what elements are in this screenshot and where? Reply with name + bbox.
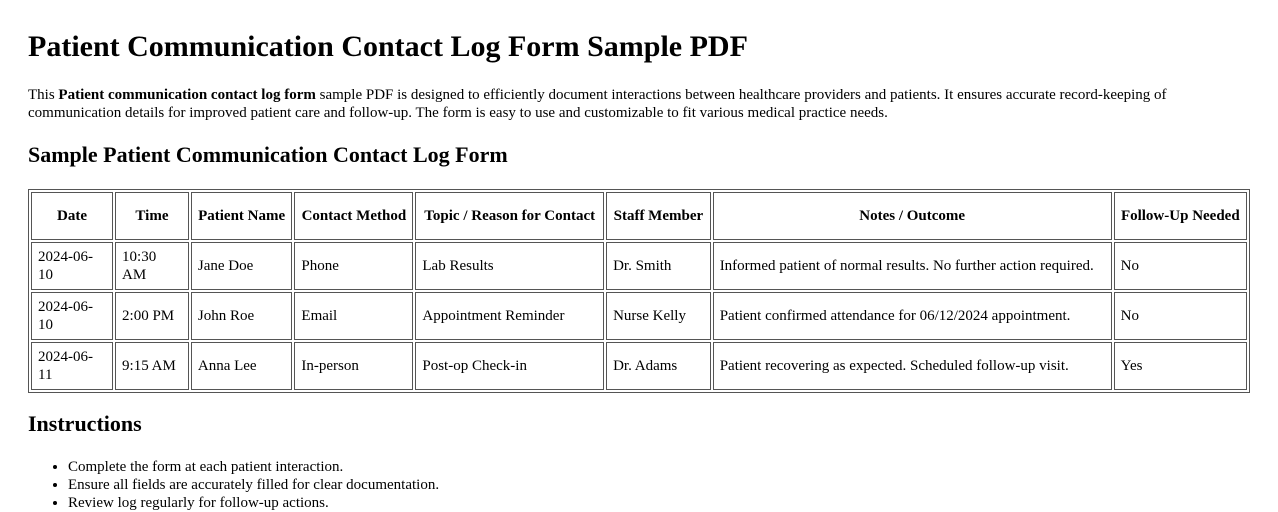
list-item: • Review log regularly for follow-up actions. [68, 494, 439, 512]
cell-follow-up: Yes [1114, 342, 1247, 390]
cell-notes: Patient confirmed attendance for 06/12/2024 appointment. [713, 292, 1112, 340]
instructions-heading: Instructions [28, 411, 142, 436]
cell-contact-method: In-person [294, 342, 413, 390]
table-header-row [31, 192, 1247, 240]
header-topic: Topic / Reason for Contact [415, 192, 604, 240]
intro-suffix: sample PDF is designed to efficiently document interactions between healthcare providers and patients. It ensures accurate record-keeping of communication details for improved patient care and follow-up. The form is easy to use and customizable to fit various medical practice needs. [28, 87, 1167, 121]
cell-contact-method: Email [294, 292, 413, 340]
table-row [31, 292, 1247, 340]
cell-patient-name: John Roe [191, 292, 293, 340]
cell-contact-method: Phone [294, 242, 413, 290]
cell-time: 10:30 AM [115, 242, 189, 290]
intro-prefix: This [28, 87, 59, 103]
cell-date: 2024-06-11 [31, 342, 113, 390]
list-item: • Complete the form at each patient interaction. [68, 458, 439, 476]
contact-log-table [28, 189, 1250, 393]
header-notes: Notes / Outcome [713, 192, 1112, 240]
cell-follow-up: No [1114, 242, 1247, 290]
table-row [31, 242, 1247, 290]
instructions-list [28, 458, 439, 512]
table-row [31, 342, 1247, 390]
cell-follow-up: No [1114, 292, 1247, 340]
cell-notes: Patient recovering as expected. Scheduled follow-up visit. [713, 342, 1112, 390]
header-follow-up: Follow-Up Needed [1114, 192, 1247, 240]
header-time: Time [115, 192, 189, 240]
cell-time: 9:15 AM [115, 342, 189, 390]
header-patient-name: Patient Name [191, 192, 293, 240]
cell-staff-member: Dr. Adams [606, 342, 711, 390]
cell-patient-name: Anna Lee [191, 342, 293, 390]
header-contact-method: Contact Method [294, 192, 413, 240]
sample-heading: Sample Patient Communication Contact Log Form [28, 142, 508, 167]
page-title: Patient Communication Contact Log Form Sample PDF [28, 30, 748, 63]
cell-staff-member: Nurse Kelly [606, 292, 711, 340]
list-item: • Ensure all fields are accurately filled for clear documentation. [68, 476, 439, 494]
cell-staff-member: Dr. Smith [606, 242, 711, 290]
header-staff-member: Staff Member [606, 192, 711, 240]
intro-bold: Patient communication contact log form [58, 87, 316, 103]
cell-notes: Informed patient of normal results. No further action required. [713, 242, 1112, 290]
cell-topic: Appointment Reminder [415, 292, 604, 340]
cell-date: 2024-06-10 [31, 292, 113, 340]
cell-topic: Post-op Check-in [415, 342, 604, 390]
cell-patient-name: Jane Doe [191, 242, 293, 290]
header-date: Date [31, 192, 113, 240]
intro-paragraph [28, 86, 1250, 122]
cell-time: 2:00 PM [115, 292, 189, 340]
cell-date: 2024-06-10 [31, 242, 113, 290]
cell-topic: Lab Results [415, 242, 604, 290]
